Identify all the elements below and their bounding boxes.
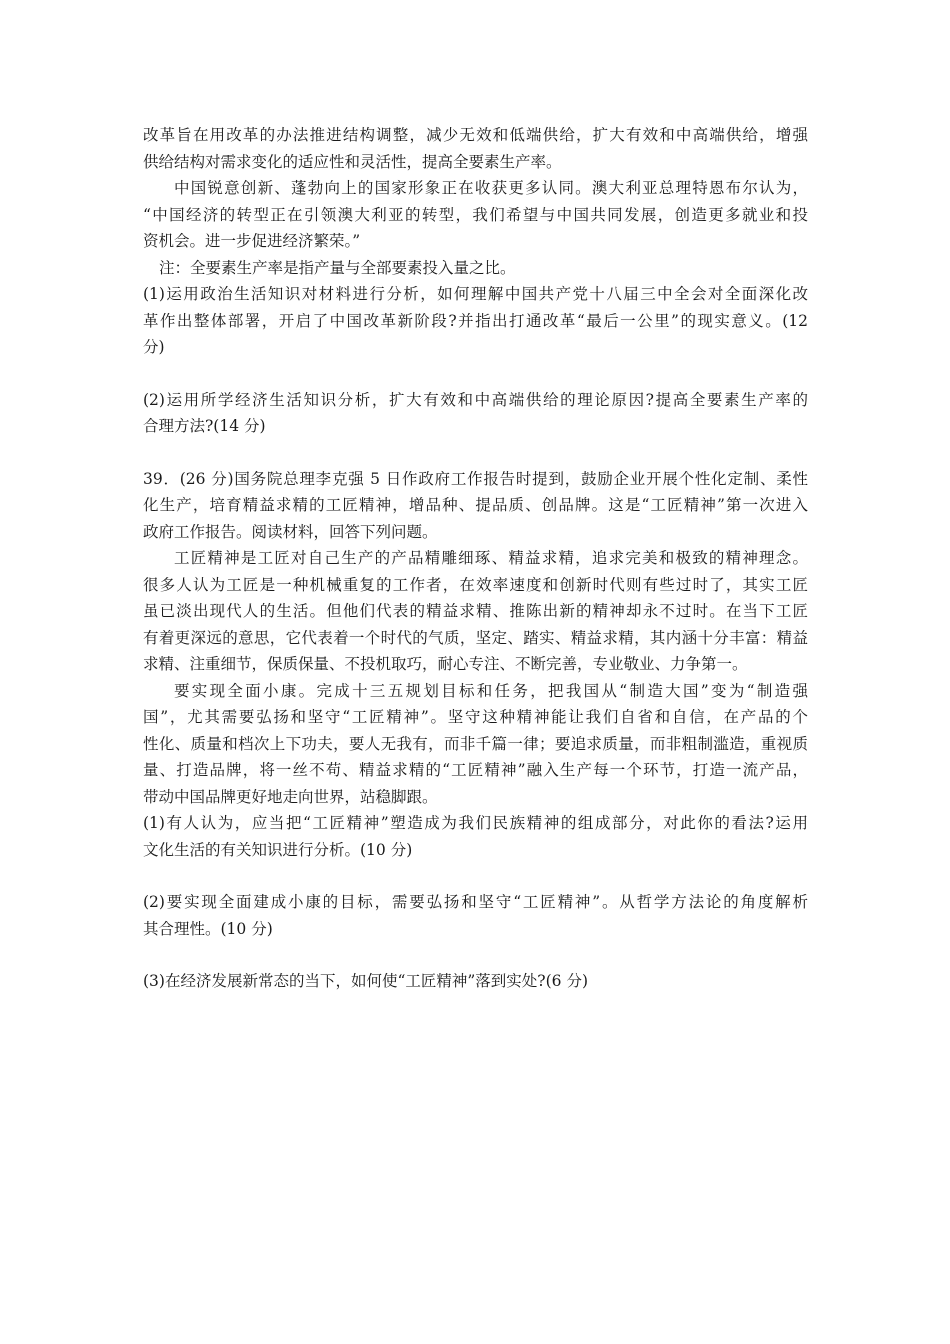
question-39-material-1: [143, 545, 808, 678]
text-line: 虽已淡出现代人的生活。但他们代表的精益求精、推陈出新的精神却永不过时。在当下工匠: [143, 602, 808, 620]
text-line: 性化、质量和档次上下功夫，要人无我有，而非千篇一律；要追求质量，而非粗制滥造，重视质: [143, 734, 808, 753]
text-line: 量、打造品牌，将一丝不苟、精益求精的“工匠精神”融入生产每一个环节，打造一流产品，: [143, 761, 808, 779]
text-line: 资机会。进一步促进经济繁荣。”: [143, 232, 361, 250]
text-line: 有着更深远的意思，它代表着一个时代的气质，坚定、踏实、精益求精，其内涵十分丰富：精益: [143, 628, 808, 647]
text-line: 文化生活的有关知识进行分析。(10 分): [143, 840, 413, 859]
text-line: (2)要实现全面建成小康的目标，需要弘扬和坚守“工匠精神”。从哲学方法论的角度解析: [143, 893, 808, 911]
text-line: 带动中国品牌更好地走向世界，站稳脚跟。: [143, 787, 438, 806]
answer-space: [143, 863, 808, 889]
text-line: 求精、注重细节，保质保量、不投机取巧，耐心专注、不断完善，专业敬业、力争第一。: [143, 655, 748, 673]
text-line: (2)运用所学经济生活知识分析，扩大有效和中高端供给的理论原因?提高全要素生产率的: [143, 390, 808, 409]
text-line: (1)有人认为，应当把“工匠精神”塑造成为我们民族精神的组成部分，对此你的看法?运用: [143, 814, 808, 832]
question-39-sub-1: [143, 810, 808, 863]
answer-space: [143, 440, 808, 466]
document-page: [143, 122, 808, 995]
text-line: 其合理性。(10 分): [143, 919, 273, 938]
text-line: 供给结构对需求变化的适应性和灵活性，提高全要素生产率。: [143, 152, 562, 171]
question-38-sub-1: [143, 281, 808, 361]
answer-space: [143, 361, 808, 387]
material-paragraph-2: [143, 175, 808, 255]
text-line: 合理方法?(14 分): [143, 417, 266, 435]
question-39-stem: [143, 466, 808, 546]
text-line: 改革旨在用改革的办法推进结构调整，减少无效和低端供给，扩大有效和中高端供给，增强: [143, 126, 808, 144]
material-paragraph-1: [143, 122, 808, 175]
text-line: 分): [143, 338, 165, 356]
text-line: 39．(26 分)国务院总理李克强 5 日作政府工作报告时提到，鼓励企业开展个性化定制、柔性: [143, 469, 808, 488]
material-note: 注：全要素生产率是指产量与全部要素投入量之比。: [159, 258, 516, 277]
question-38-sub-2: [143, 387, 808, 440]
text-line: (3)在经济发展新常态的当下，如何使“工匠精神”落到实处?(6 分): [143, 972, 588, 990]
text-line: 化生产，培育精益求精的工匠精神，增品种、提品质、创品牌。这是“工匠精神”第一次进入: [143, 496, 808, 514]
answer-space: [143, 942, 808, 968]
text-line: 政府工作报告。阅读材料，回答下列问题。: [143, 522, 438, 541]
text-line: 中国锐意创新、蓬勃向上的国家形象正在收获更多认同。澳大利亚总理特恩布尔认为，: [174, 179, 808, 197]
text-line: (1)运用政治生活知识对材料进行分析，如何理解中国共产党十八届三中全会对全面深化改: [143, 285, 808, 303]
text-line: 工匠精神是工匠对自己生产的产品精雕细琢、精益求精，追求完美和极致的精神理念。: [174, 549, 808, 567]
question-39-material-2: [143, 678, 808, 811]
text-line: 国”，尤其需要弘扬和坚守“工匠精神”。坚守这种精神能让我们自省和自信，在产品的个: [143, 708, 808, 726]
text-line: 很多人认为工匠是一种机械重复的工作者，在效率速度和创新时代则有些过时了，其实工匠: [143, 575, 808, 594]
question-39-sub-3: [143, 968, 808, 995]
text-line: 革作出整体部署，开启了中国改革新阶段?并指出打通改革“最后一公里”的现实意义。(12: [143, 311, 808, 330]
text-line: “中国经济的转型正在引领澳大利亚的转型，我们希望与中国共同发展，创造更多就业和投: [143, 205, 808, 224]
question-39-sub-2: [143, 889, 808, 942]
text-line: 要实现全面小康。完成十三五规划目标和任务，把我国从“制造大国”变为“制造强: [174, 681, 808, 700]
